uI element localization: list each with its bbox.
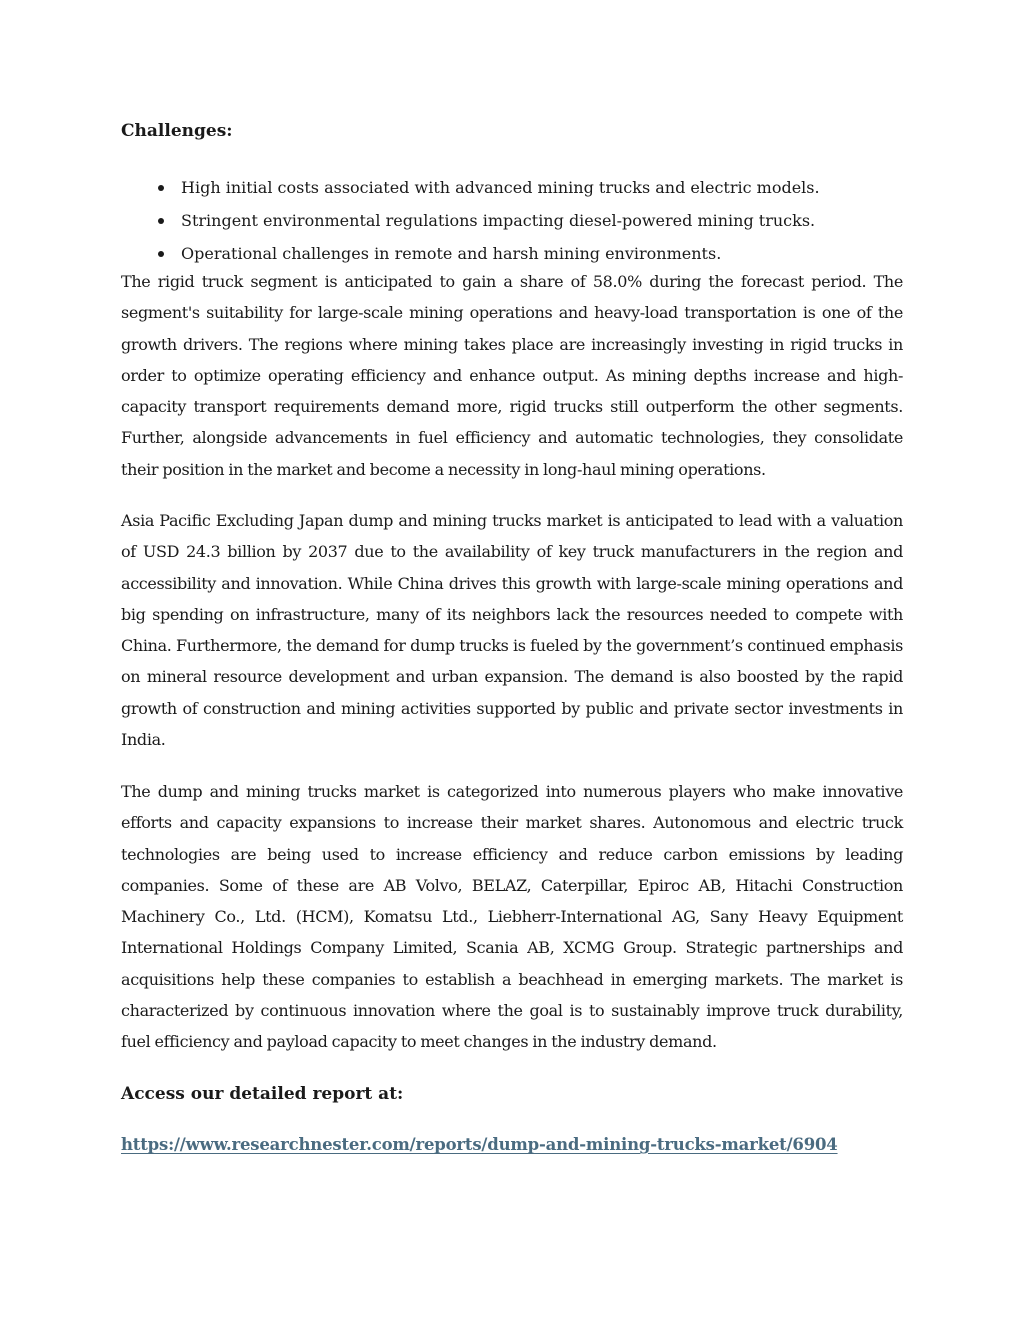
rigid-truck-paragraph: The rigid truck segment is anticipated to gain a share of 58.0% during the forecast period. The segment's suitability for large-scale mining operations and heavy-load transportation is one of the growth drivers. The regions where mining takes place are increasingly investing in rigid trucks in order to optimize operating efficiency and enhance output. As mining depths increase and high-capacity transport requirements demand more, rigid trucks still outperform the other segments. Further, alongside advancements in fuel efficiency and automatic technologies, they consolidate their position in the market and become a necessity in long-haul mining operations. (121, 272, 903, 479)
challenges-list (121, 171, 903, 270)
bullet-icon (158, 251, 164, 257)
asia-pacific-paragraph: Asia Pacific Excluding Japan dump and mining trucks market is anticipated to lead with a valuation of USD 24.3 billion by 2037 due to the availability of key truck manufacturers in the region and accessibility and innovation. While China drives this growth with large-scale mining operations and big spending on infrastructure, many of its neighbors lack the resources needed to compete with China. Furthermore, the demand for dump trucks is fueled by the government’s continued emphasis on mineral resource development and urban expansion. The demand is also boosted by the rapid growth of construction and mining activities supported by public and private sector investments in India. (121, 511, 903, 750)
report-link[interactable]: https://www.researchnester.com/reports/dump-and-mining-trucks-market/6904 (121, 1135, 838, 1154)
access-report-heading: Access our detailed report at: (121, 1084, 404, 1104)
list-item (121, 171, 903, 204)
challenges-heading: Challenges: (121, 121, 233, 141)
bullet-icon (158, 185, 164, 191)
bullet-icon (158, 218, 164, 224)
list-item-text: High initial costs associated with advanced mining trucks and electric models. (181, 178, 820, 197)
list-item-text: Stringent environmental regulations impacting diesel-powered mining trucks. (181, 211, 816, 230)
list-item (121, 204, 903, 237)
list-item-text: Operational challenges in remote and harsh mining environments. (181, 244, 722, 263)
market-players-paragraph: The dump and mining trucks market is categorized into numerous players who make innovative efforts and capacity expansions to increase their market shares. Autonomous and electric truck technologies are being used to increase efficiency and reduce carbon emissions by leading companies. Some of these are AB Volvo, BELAZ, Caterpillar, Epiroc AB, Hitachi Construction Machinery Co., Ltd. (HCM), Komatsu Ltd., Liebherr-International AG, Sany Heavy Equipment International Holdings Company Limited, Scania AB, XCMG Group. Strategic partnerships and acquisitions help these companies to establish a beachhead in emerging markets. The market is characterized by continuous innovation where the goal is to sustainably improve truck durability, fuel efficiency and payload capacity to meet changes in the industry demand. (121, 782, 903, 1052)
